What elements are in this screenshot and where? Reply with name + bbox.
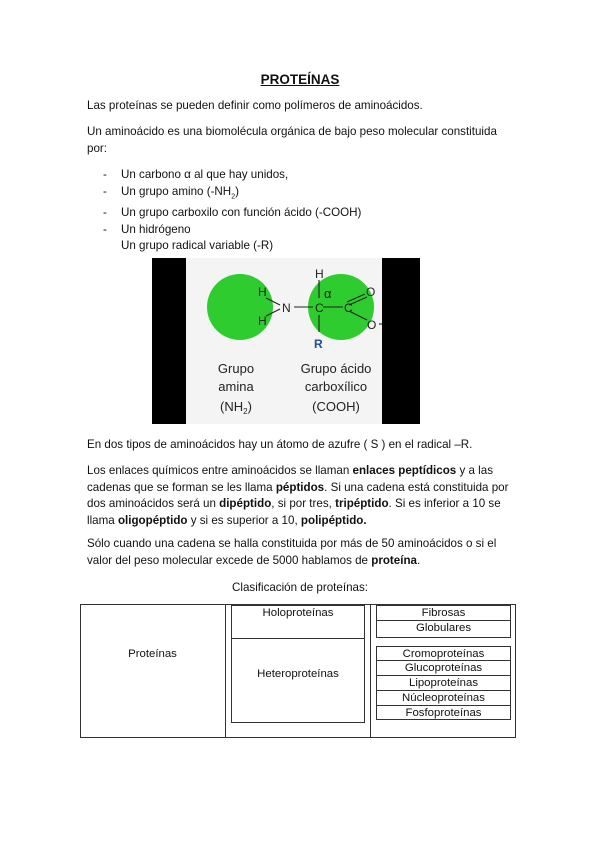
classification-caption: Clasificación de proteínas: [232, 581, 368, 594]
list-item: Lipoproteínas [408, 677, 479, 689]
alpha-label: α [324, 286, 332, 301]
list-item: - Un grupo amino $(-NH_2)$ [103, 184, 239, 200]
list-item: - Un grupo carboxilo con función ácido (-COOH) [103, 206, 362, 220]
acid-caption: carboxílico [304, 379, 368, 394]
protein-definition-paragraph: Sólo cuando una cadena se halla constituida por más de 50 aminoácidos o si el valor del peso molecular excede de 5000 hablamos de proteína. [87, 537, 497, 567]
list-item: Núcleoproteínas [402, 692, 485, 704]
list-item: Un grupo radical variable (-R) [121, 239, 274, 253]
subclass-box [231, 605, 365, 723]
list-item: - Un hidrógeno [103, 222, 191, 236]
atom-h: H [258, 314, 267, 328]
list-item: Fosfoproteínas [405, 707, 482, 719]
amine-caption: amina [218, 379, 254, 394]
heteroprotein-label: Heteroproteínas [257, 668, 339, 680]
page-title: PROTEÍNAS [260, 72, 340, 87]
atom-n: N [282, 301, 291, 315]
atom-h: H [315, 267, 324, 281]
amine-caption: Grupo [217, 361, 255, 376]
atom-r: R [314, 337, 323, 351]
list-item: - Un carbono α al que hay unidos, [103, 168, 289, 181]
acid-formula: (COOH) [312, 399, 360, 414]
intro-paragraph: Las proteínas se pueden definir como polímeros de aminoácidos. [87, 99, 423, 112]
holoprotein-label: Holoproteínas [262, 607, 334, 619]
atom-c: C [315, 301, 324, 315]
figure-canvas [186, 258, 382, 424]
list-item: Cromoproteínas [402, 648, 485, 660]
amino-acid-figure [152, 258, 420, 424]
list-item: Glucoproteínas [404, 662, 483, 674]
atom-c: C [344, 301, 353, 315]
definition-paragraph: Un aminoácido es una biomolécula orgánica de bajo peso molecular constituida por: [87, 125, 497, 155]
atom-h: H [258, 285, 267, 299]
group-captions [218, 361, 371, 416]
list-item: Fibrosas [421, 607, 466, 619]
root-label: Proteínas [128, 648, 177, 660]
component-list [103, 167, 361, 255]
amino-acid-diagram [186, 258, 382, 424]
amine-formula: $(NH_2)$ [220, 399, 252, 416]
amine-group-circle [207, 274, 273, 340]
bonds-paragraph: Los enlaces químicos entre aminoácidos se llaman enlaces peptídicos y a las cadenas que se forman se les llama péptidos. Si una cadena está constituida por dos aminoácidos será un dipéptido, si por tres, tripéptido. Si es inferior a 10 se llama oligopéptido y si es superior a 10, polipéptido. [87, 464, 509, 527]
list-item: Globulares [415, 622, 472, 634]
sulfur-paragraph: En dos tipos de aminoácidos hay un átomo de azufre ( S ) en el radical –R. [87, 438, 473, 451]
acid-caption: Grupo ácido [300, 361, 372, 376]
atom-o: O [366, 285, 376, 299]
atom-o: O [367, 318, 377, 332]
